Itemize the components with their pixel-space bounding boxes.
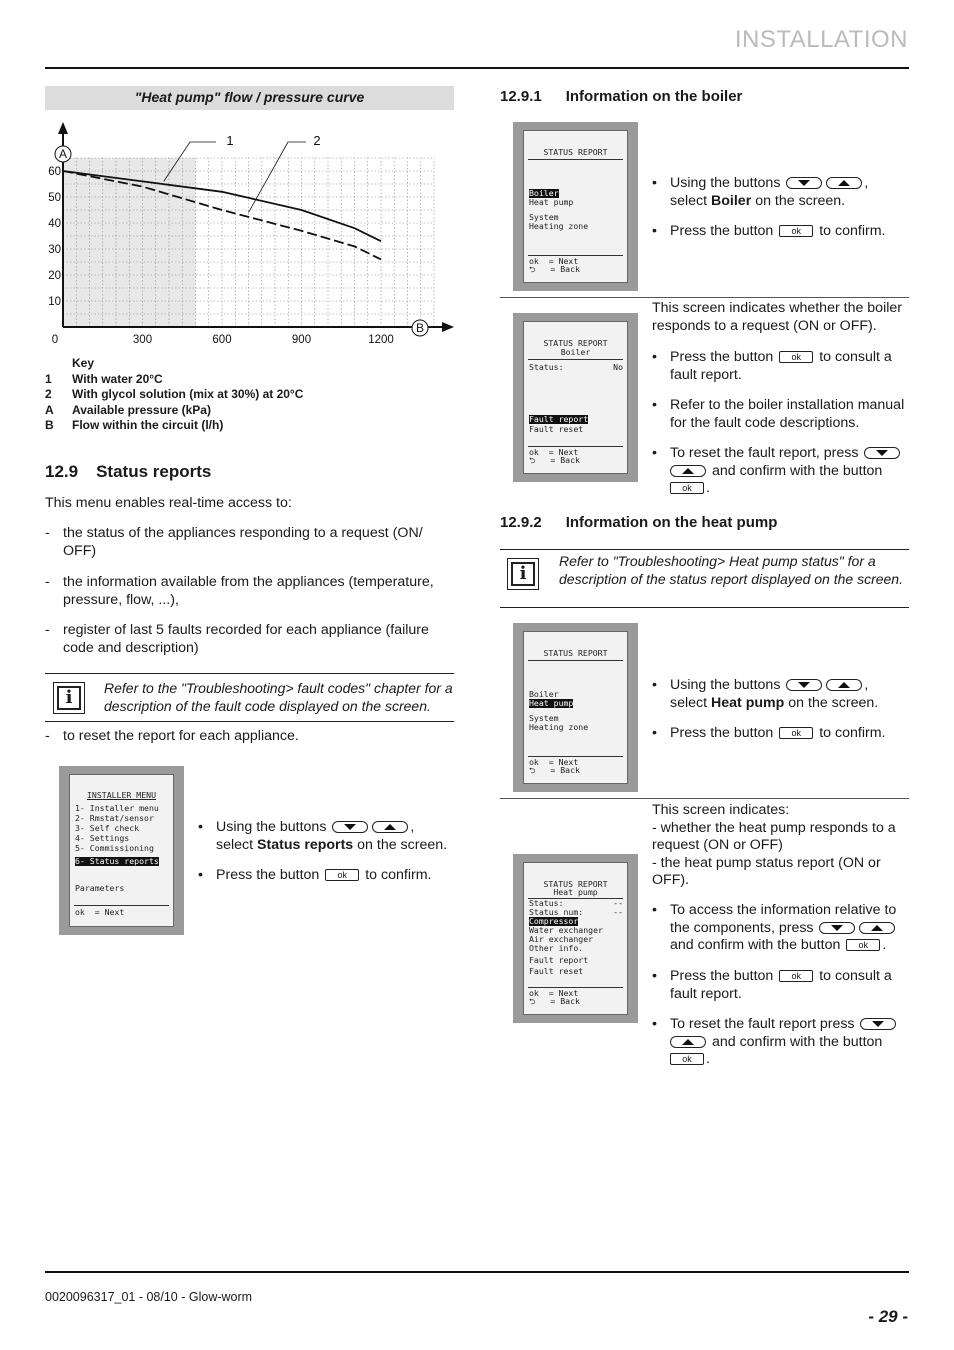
y-tick-label: 60	[48, 166, 61, 178]
down-arrow-icon	[332, 821, 368, 833]
footer-rule	[45, 1271, 909, 1273]
boiler-screen-description: This screen indicates whether the boiler responds to a request (ON or OFF).	[652, 300, 902, 334]
bullet-item: • To reset the fault report, press and confirm with the button ok .	[652, 445, 908, 498]
flow-pressure-chart	[40, 118, 460, 350]
down-arrow-icon	[819, 922, 855, 934]
y-tick-label: 50	[48, 192, 61, 204]
document-reference: 0020096317_01 - 08/10 - Glow-worm	[45, 1290, 253, 1304]
list-item: - register of last 5 faults recorded for each appliance (failure code and description)	[45, 622, 429, 656]
list-item: - the status of the appliances responding to a request (ON/ OFF)	[45, 525, 423, 559]
bullet-item: • Press the button ok to confirm.	[652, 725, 886, 741]
info-icon: i	[507, 558, 539, 590]
dash: -	[45, 622, 50, 638]
info-note	[45, 673, 454, 722]
x-tick-label: 300	[132, 334, 153, 346]
axis-b-label: B	[415, 321, 425, 335]
y-axis-arrow-icon	[58, 122, 68, 134]
device-screen-status-boiler: STATUS REPORT Boiler Status: No Fault report Fault reset ok = Next ⮌ = Back	[513, 313, 638, 482]
note-text: Refer to the "Troubleshooting> fault codes" chapter for a description of the fault code displayed on the screen.	[104, 680, 453, 714]
bullet-item: • Press the button ok to confirm.	[198, 867, 432, 883]
up-arrow-icon	[826, 177, 862, 189]
section-title: Information on the heat pump	[565, 514, 778, 531]
ok-button-icon: ok	[779, 225, 813, 237]
series-marker-2: 2	[313, 133, 321, 148]
bullet-item: • Press the button ok to confirm.	[652, 223, 886, 239]
key-heading: Key	[72, 356, 95, 370]
separator	[500, 798, 909, 799]
bullet-item: • Refer to the boiler installation manual for the fault code descriptions.	[652, 397, 905, 431]
ok-button-icon: ok	[779, 351, 813, 363]
ok-button-icon: ok	[846, 939, 880, 951]
origin-label: 0	[51, 334, 59, 346]
device-screen-status-boiler-select: STATUS REPORT Boiler Heat pump System Heating zone ok = Next ⮌ = Back	[513, 122, 638, 291]
y-tick-label: 30	[48, 244, 61, 256]
separator	[500, 297, 909, 298]
key-text: Flow within the circuit (l/h)	[72, 418, 224, 432]
down-arrow-icon	[786, 177, 822, 189]
list-item: - the information available from the appliances (temperature, pressure, flow, ...),	[45, 574, 434, 608]
dash: -	[45, 728, 50, 744]
up-arrow-icon	[670, 465, 706, 477]
x-axis-arrow-icon	[442, 322, 454, 332]
down-arrow-icon	[864, 447, 900, 459]
y-tick-label: 40	[48, 218, 61, 230]
leader-line-2	[249, 142, 307, 213]
ok-button-icon: ok	[670, 1053, 704, 1065]
key-id: 2	[45, 387, 52, 401]
bullet-item: • Press the button ok to consult a fault report.	[652, 349, 892, 383]
chart-key	[45, 356, 454, 434]
page-number: - 29 -	[868, 1307, 908, 1326]
x-tick-label: 1200	[368, 334, 394, 346]
section-number: 12.9.1	[500, 88, 542, 105]
device-screen-installer-menu: INSTALLER MENU 1- Installer menu 2- Rmstat/sensor 3- Self check 4- Settings 5- Commissioning 6- Status reports Parameters ok = Next	[59, 766, 184, 935]
section-heading-12-9	[45, 462, 211, 482]
series-marker-1: 1	[226, 133, 234, 148]
dash: -	[45, 574, 50, 590]
section-number: 12.9.2	[500, 514, 542, 531]
up-arrow-icon	[372, 821, 408, 833]
header-rule	[45, 67, 909, 69]
key-id: B	[45, 418, 54, 432]
info-note	[500, 549, 909, 608]
x-tick-label: 900	[291, 334, 312, 346]
heatpump-screen-description: This screen indicates: - whether the heat pump responds to a request (ON or OFF) - the heat pump status report (ON or OFF).	[652, 802, 896, 888]
bullet-item: • Press the button ok to consult a fault report.	[652, 968, 892, 1002]
bullet-item: • To access the information relative to the components, press and confirm with the button ok .	[652, 902, 897, 953]
key-text: Available pressure (kPa)	[72, 402, 211, 417]
chart-title: "Heat pump" flow / pressure curve	[45, 86, 454, 110]
up-arrow-icon	[826, 679, 862, 691]
section-heading-12-9-2	[500, 514, 777, 531]
section-title: Status reports	[96, 462, 212, 481]
down-arrow-icon	[860, 1018, 896, 1030]
dash: -	[45, 525, 50, 541]
x-tick-label: 600	[212, 334, 232, 346]
bullet-item: • Using the buttons , select Heat pump on the screen.	[652, 677, 879, 711]
section-title: Information on the boiler	[565, 88, 743, 105]
key-id: 1	[45, 371, 52, 386]
bullet-item: • To reset the fault report press and confirm with the button ok .	[652, 1016, 908, 1069]
bullet-item: • Using the buttons , select Status reports on the screen.	[198, 819, 448, 853]
section-intro: This menu enables real-time access to:	[45, 495, 292, 511]
down-arrow-icon	[786, 679, 822, 691]
section-heading-12-9-1	[500, 88, 742, 105]
bullet-item: • Using the buttons , select Boiler on the screen.	[652, 175, 869, 209]
key-text: With water 20°C	[72, 371, 163, 386]
device-screen-status-heatpump: STATUS REPORT Heat pump Status: -- Status num: -- Compressor Water exchanger Air exchanger Other info. Fault report Fault reset ok = Next ⮌ = Back	[513, 854, 638, 1023]
axis-a-label: A	[58, 147, 68, 161]
page-header-title: INSTALLATION	[734, 26, 908, 53]
ok-button-icon: ok	[779, 970, 813, 982]
up-arrow-icon	[670, 1036, 706, 1048]
ok-button-icon: ok	[325, 869, 359, 881]
list-item: - to reset the report for each appliance.	[45, 728, 299, 744]
y-tick-label: 10	[48, 296, 61, 308]
up-arrow-icon	[859, 922, 895, 934]
info-icon: i	[53, 682, 85, 714]
ok-button-icon: ok	[670, 482, 704, 494]
device-screen-status-heatpump-select: STATUS REPORT Boiler Heat pump System Heating zone ok = Next ⮌ = Back	[513, 623, 638, 792]
y-tick-label: 20	[48, 270, 61, 282]
section-number: 12.9	[45, 462, 79, 481]
ok-button-icon: ok	[779, 727, 813, 739]
note-text: Refer to "Troubleshooting> Heat pump status" for a description of the status report displayed on the screen.	[559, 553, 903, 587]
key-id: A	[45, 402, 54, 417]
key-text: With glycol solution (mix at 30%) at 20°C	[72, 387, 304, 401]
